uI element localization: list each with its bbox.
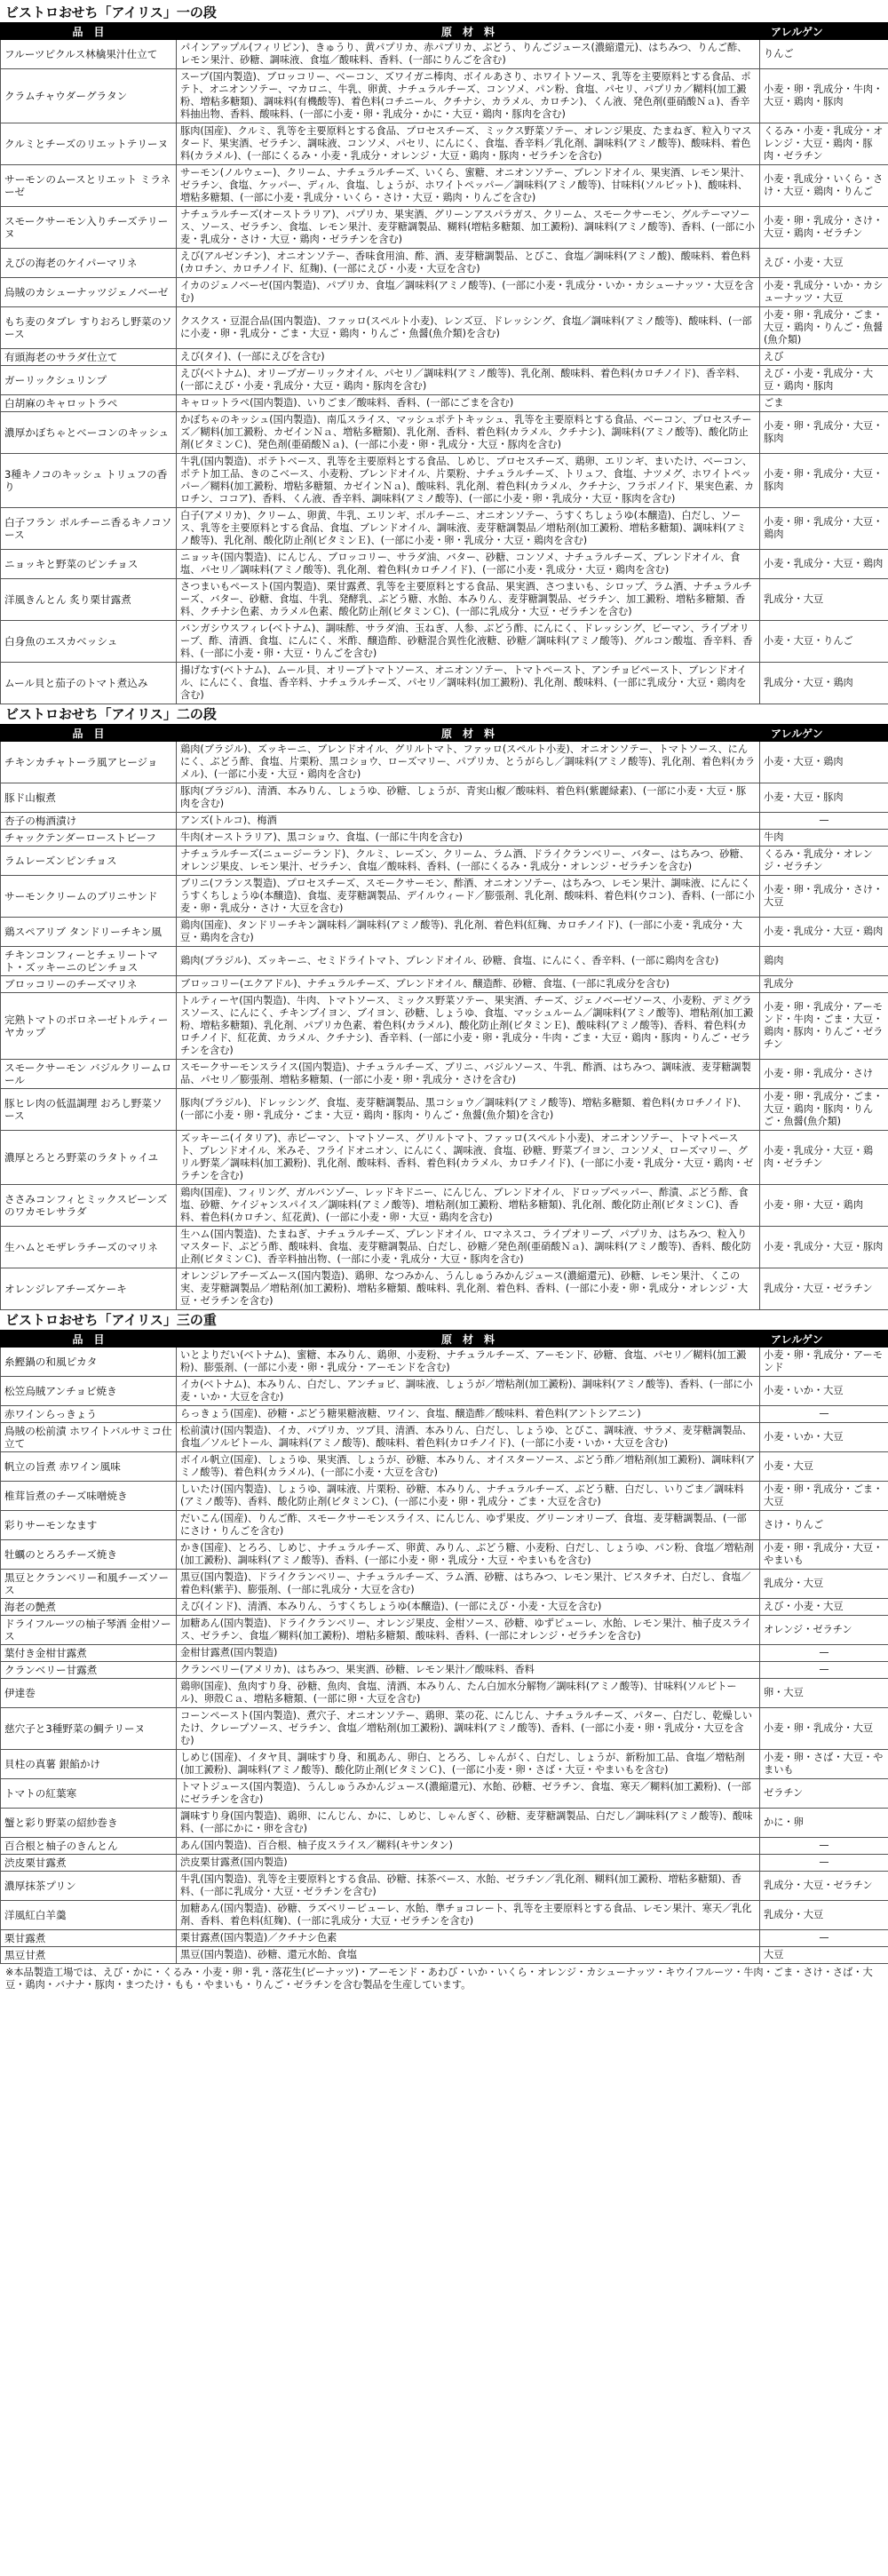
table-row <box>1 1930 888 1947</box>
table-row <box>1 621 888 663</box>
item-allergen: えび・小麦・大豆 <box>760 1599 888 1616</box>
item-ingredients: ブリニ(フランス製造)、プロセスチーズ、スモークサーモン、酢酒、オニオンソテー、はちみつ、レモン果汁、調味液、にんにくうすくちしょうゆ(本醸造)、食塩、麦芽糖調製品、デイルウィード／膨張剤、乳化剤、酸味料、着色料(ウコン)、香料、(一部に小麦・卵・乳成分・さけ・大豆を含む) <box>177 876 760 918</box>
item-ingredients: 栗甘露煮(国内製造)／クチナシ色素 <box>177 1930 760 1947</box>
item-ingredients: かぼちゃのキッシュ(国内製造)、南瓜スライス、マッシュポテトキッシュ、乳等を主要原料とする食品、ベーコン、プロセスチーズ／糊料(加工澱粉、カゼインＮａ、増粘多糖類)、乳化剤、香料、着色料(カラメル、クチナシ)、調味料(アミノ酸等)、酸化防止剤(ビタミンＣ)、発色剤(亜硝酸Ｎａ)、(一部に小麦・卵・乳成分・大豆・豚肉を含む) <box>177 412 760 454</box>
item-allergen: くるみ・小麦・乳成分・オレンジ・大豆・鶏肉・豚肉・ゼラチン <box>760 123 888 165</box>
ingredients-table <box>0 22 888 704</box>
item-ingredients: 鶏肉(国産)、タンドリーチキン調味料／調味料(アミノ酸等)、乳化剤、着色料(紅麹、カロチノイド)、(一部に小麦・乳成分・大豆・鶏肉を含む) <box>177 918 760 947</box>
table-row <box>1 123 888 165</box>
item-allergen: — <box>760 813 888 830</box>
item-ingredients: パインアップル(フィリピン)、きゅうり、黄パプリカ、赤パプリカ、ぶどう、りんごジュース(濃縮還元)、はちみつ、りんご酢、レモン果汁、砂糖、調味液、食塩／酸味料、香料、(一部にりんごを含む) <box>177 40 760 69</box>
item-ingredients: 豚肉(ブラジル)、清酒、本みりん、しょうゆ、砂糖、しょうが、青実山椒／酸味料、着色料(紫麗緑素)、(一部に小麦・大豆・豚肉を含む) <box>177 783 760 813</box>
item-ingredients: だいこん(国産)、りんご酢、スモークサーモンスライス、にんじん、ゆず果皮、グリーンオリーブ、食塩、麦芽糖調製品、(一部にさけ・りんごを含む) <box>177 1511 760 1540</box>
item-name: 白胡麻のキャロットラペ <box>1 395 177 412</box>
table-row <box>1 918 888 947</box>
table-row <box>1 813 888 830</box>
item-ingredients: キャロットラペ(国内製造)、いりごま／酸味料、香料、(一部にごまを含む) <box>177 395 760 412</box>
item-allergen: 乳成分・大豆・ゼラチン <box>760 1268 888 1310</box>
item-ingredients: クスクス・豆混合品(国内製造)、ファッロ(スペルト小麦)、レンズ豆、ドレッシング、食塩／調味料(アミノ酸等)、酸味料、(一部に小麦・卵・乳成分・ごま・大豆・鶏肉・りんご・魚醤(魚介類)を含む) <box>177 307 760 349</box>
item-ingredients: クランベリー(アメリカ)、はちみつ、果実酒、砂糖、レモン果汁／酸味料、香料 <box>177 1662 760 1679</box>
item-allergen: 乳成分 <box>760 976 888 993</box>
table-row <box>1 1131 888 1185</box>
item-allergen: 小麦・乳成分・大豆・鶏肉 <box>760 918 888 947</box>
item-allergen: オレンジ・ゼラチン <box>760 1616 888 1645</box>
table-row <box>1 663 888 704</box>
item-name: ラムレーズンピンチョス <box>1 847 177 876</box>
header-ingredients: 原 材 料 <box>177 1331 760 1348</box>
item-name: もち麦のタブレ すりおろし野菜のソース <box>1 307 177 349</box>
item-ingredients: スモークサーモンスライス(国内製造)、ナチュラルチーズ、ブリニ、バジルソース、牛乳、酢酒、はちみつ、調味液、麦芽糖調製品、パセリ／膨張剤、増粘多糖類、(一部に小麦・卵・乳成分・さけを含む) <box>177 1060 760 1089</box>
table-row <box>1 1540 888 1570</box>
table-row <box>1 165 888 207</box>
item-ingredients: トルティーヤ(国内製造)、牛肉、トマトソース、ミックス野菜ソテー、果実酒、チーズ、ジェノベーゼソース、小麦粉、デミグラスソース、にんにく、チキンブイヨン、ブイヨン、砂糖、しょうゆ、食塩、マッシュルーム／調味料(アミノ酸等)、増粘剤(加工澱粉、増粘多糖類)、乳化剤、パプリカ色素、着色料(カラメル)、酸化防止剤(ビタミンＥ)、酸味料(アミノ酸等)、香料、着色料(カロチノイド、紅花黄、カラメル、クチナシ)、香辛料、(一部に小麦・卵・乳成分・牛肉・ごま・大豆・鶏肉・豚肉・りんご・ゼラチンを含む) <box>177 993 760 1060</box>
item-name: 濃厚とろとろ野菜のラタトゥイユ <box>1 1131 177 1185</box>
table-row <box>1 1268 888 1310</box>
item-allergen: 小麦・卵・乳成分・ごま・大豆 <box>760 1482 888 1511</box>
item-ingredients: えび(インド)、清酒、本みりん、うすくちしょうゆ(本醸造)、(一部にえび・小麦・大豆を含む) <box>177 1599 760 1616</box>
item-allergen: 小麦・乳成分・大豆・鶏肉 <box>760 550 888 579</box>
item-allergen: 乳成分・大豆・鶏肉 <box>760 663 888 704</box>
table-row <box>1 508 888 550</box>
item-ingredients: トマトジュース(国内製造)、うんしゅうみかんジュース(濃縮還元)、水飴、砂糖、ゼラチン、食塩、寒天／糊料(加工澱粉)、(一部にゼラチンを含む) <box>177 1779 760 1809</box>
item-name: 洋風紅白羊羹 <box>1 1901 177 1930</box>
table-row <box>1 40 888 69</box>
table-row <box>1 1809 888 1838</box>
item-ingredients: しめじ(国産)、イタヤ貝、調味すり身、和風あん、卵白、とろろ、しゃんがく、白だし、しょうが、新粉加工品、食塩／増粘剤(加工澱粉)、調味料(アミノ酸等)、酸化防止剤(ビタミンＣ)、(一部に小麦・卵・さば・大豆・やまいもを含む) <box>177 1750 760 1779</box>
item-name: 烏賊のカシューナッツジェノベーゼ <box>1 278 177 307</box>
item-allergen: ゼラチン <box>760 1779 888 1809</box>
item-allergen: 小麦・いか・大豆 <box>760 1377 888 1406</box>
item-allergen: — <box>760 1406 888 1423</box>
table-row <box>1 1511 888 1540</box>
table-row <box>1 847 888 876</box>
item-name: ブロッコリーのチーズマリネ <box>1 976 177 993</box>
item-ingredients: 牛乳(国内製造)、乳等を主要原料とする食品、砂糖、抹茶ベース、水飴、ゼラチン／乳化剤、糊料(加工澱粉、増粘多糖類)、香料、(一部に乳成分・大豆・ゼラチンを含む) <box>177 1872 760 1901</box>
item-name: クルミとチーズのリエットテリーヌ <box>1 123 177 165</box>
item-ingredients: 金柑甘露煮(国内製造) <box>177 1645 760 1662</box>
item-allergen: 小麦・いか・大豆 <box>760 1423 888 1452</box>
table-row <box>1 249 888 278</box>
item-name: ささみコンフィとミックスビーンズのワカモレサラダ <box>1 1185 177 1227</box>
table-row <box>1 947 888 976</box>
item-name: ガーリックシュリンプ <box>1 366 177 395</box>
table-row <box>1 1060 888 1089</box>
item-ingredients: バンガシウスフィレ(ベトナム)、調味酢、サラダ油、玉ねぎ、人参、ぶどう酢、にんにく、ドレッシング、ピーマン、ライプオリーブ、酢、清酒、食塩、にんにく、米酢、醸造酢、砂糖混合異性化液糖、砂糖／調味料(アミノ酸等)、グルコン酸塩、香辛料、香料、(一部に小麦・卵・大豆・りんごを含む) <box>177 621 760 663</box>
item-allergen: 小麦・卵・乳成分・大豆・鶏肉 <box>760 508 888 550</box>
table-row <box>1 1616 888 1645</box>
item-name: 葉付き金柑甘露煮 <box>1 1645 177 1662</box>
item-ingredients: 調味すり身(国内製造)、鶏卵、にんじん、かに、しめじ、しゃんぎく、砂糖、麦芽糖調製品、白だし／調味料(アミノ酸等)、酸味料、(一部にかに・卵を含む) <box>177 1809 760 1838</box>
item-allergen: 小麦・大豆・りんご <box>760 621 888 663</box>
item-name: 濃厚かぼちゃとベーコンのキッシュ <box>1 412 177 454</box>
table-row <box>1 1185 888 1227</box>
item-ingredients: ナチュラルチーズ(ニュージーランド)、クルミ、レーズン、クリーム、ラム酒、ドライクランベリー、バター、はちみつ、砂糖、オレンジ果皮、レモン果汁、ゼラチン、食塩／酸味料、香料、(一部にくるみ・乳成分・オレンジ・ゼラチンを含む) <box>177 847 760 876</box>
table-row <box>1 69 888 123</box>
item-allergen: 小麦・卵・乳成分・アーモンド <box>760 1348 888 1377</box>
item-name: 慈穴子と3種野菜の鯛テリーヌ <box>1 1708 177 1750</box>
item-name: クラムチャウダーグラタン <box>1 69 177 123</box>
table-row <box>1 993 888 1060</box>
item-ingredients: 鶏肉(ブラジル)、ズッキーニ、セミドライトマト、ブレンドオイル、砂糖、食塩、にんにく、香辛料、(一部に鶏肉を含む) <box>177 947 760 976</box>
item-name: 牡蠣のとろろチーズ焼き <box>1 1540 177 1570</box>
item-name: 濃厚抹茶プリン <box>1 1872 177 1901</box>
table-row <box>1 278 888 307</box>
item-ingredients: えび(ベトナム)、オリーブガーリックオイル、パセリ／調味料(アミノ酸等)、乳化剤、酸味料、着色料(カロチノイド)、香辛料、(一部にえび・小麦・乳成分・大豆・鶏肉・豚肉を含む) <box>177 366 760 395</box>
item-name: フルーツピクルス林檎果汁仕立て <box>1 40 177 69</box>
item-ingredients: スープ(国内製造)、ブロッコリー、ベーコン、ズワイガニ棒肉、ボイルあさり、ホワイトソース、乳等を主要原料とする食品、ポテト、オニオンソテー、マカロニ、牛乳、卵黄、ナチュラルチーズ、コンソメ、パン粉、食塩、パセリ、パプリカ／糊料(加工澱粉、増粘多糖類)、調味料(有機酸等)、着色料(コチニール、クチナシ、カラメル、カロチン)、くん液、発色剤(亜硝酸Ｎａ)、香辛料抽出物、香料、酸味料、(一部に小麦・卵・乳成分・かに・大豆・鶏肉・豚肉を含む) <box>177 69 760 123</box>
table-row <box>1 976 888 993</box>
table-header-row <box>1 725 888 742</box>
item-allergen: — <box>760 1930 888 1947</box>
table-row <box>1 550 888 579</box>
item-ingredients: 豚肉(国産)、クルミ、乳等を主要原料とする食品、プロセスチーズ、ミックス野菜ソテー、オレンジ果皮、たまねぎ、粒入りマスタード、果実酒、ゼラチン、調味液、コンソメ、パセリ、にんにく、食塩、香辛料／乳化剤、調味料(アミノ酸等)、酸味料、着色料(カラメル)、(一部にくるみ・小麦・乳成分・オレンジ・大豆・鶏肉・豚肉・ゼラチンを含む) <box>177 123 760 165</box>
item-name: 杏子の梅酒漬け <box>1 813 177 830</box>
item-name: 帆立の旨煮 赤ワイン風味 <box>1 1452 177 1482</box>
item-allergen: 乳成分・大豆・ゼラチン <box>760 1872 888 1901</box>
item-name: 伊達巻 <box>1 1679 177 1708</box>
table-row <box>1 1947 888 1964</box>
item-name: 栗甘露煮 <box>1 1930 177 1947</box>
item-name: 有頭海老のサラダ仕立て <box>1 349 177 366</box>
item-name: えびの海老のケイパーマリネ <box>1 249 177 278</box>
item-name: 黒豆とクランベリー和風チーズソース <box>1 1570 177 1599</box>
item-allergen: 小麦・卵・乳成分・さけ・大豆・鶏肉・ゼラチン <box>760 207 888 249</box>
table-row <box>1 1227 888 1268</box>
item-ingredients: 渋皮栗甘露煮(国内製造) <box>177 1855 760 1872</box>
item-name: 白身魚のエスカベッシュ <box>1 621 177 663</box>
table-row <box>1 1452 888 1482</box>
table-header-row <box>1 23 888 40</box>
table-row <box>1 207 888 249</box>
item-ingredients: 生ハム(国内製造)、たまねぎ、ナチュラルチーズ、ブレンドオイル、ロマネスコ、ライプオリーブ、パプリカ、はちみつ、粒入りマスタード、ぶどう酢、酸味料、食塩、麦芽糖調製品、白だし、砂糖／発色剤(亜硝酸Ｎａ)、調味料(アミノ酸等)、香料、酸化防止剤(ビタミンＣ)、香辛料抽出物、(一部に小麦・乳成分・大豆・豚肉を含む) <box>177 1227 760 1268</box>
item-name: サーモンのムースとリエット ミラネーゼ <box>1 165 177 207</box>
item-ingredients: サーモン(ノルウェー)、クリーム、ナチュラルチーズ、いくら、蜜糖、オニオンソテー、ブレンドオイル、果実酒、レモン果汁、ゼラチン、食塩、ケッパー、ディル、食塩、しょうが、ホワイトペッパー／調味料(アミノ酸等)、甘味料(ソルビット)、酸味料、増粘多糖類、(一部に小麦・乳成分・いくら・さけ・大豆・鶏肉・りんごを含む) <box>177 165 760 207</box>
item-allergen: 小麦・乳成分・いか・カシューナッツ・大豆 <box>760 278 888 307</box>
item-allergen: — <box>760 1662 888 1679</box>
item-allergen: 小麦・卵・乳成分・さけ <box>760 1060 888 1089</box>
item-allergen: 小麦・卵・乳成分・大豆・豚肉 <box>760 412 888 454</box>
item-name: チャックテンダーローストビーフ <box>1 830 177 847</box>
item-ingredients: えび(タイ)、(一部にえびを含む) <box>177 349 760 366</box>
item-allergen: 鶏肉 <box>760 947 888 976</box>
item-ingredients: 白子(アメリカ)、クリーム、卵黄、牛乳、エリンギ、ポルチーニ、オニオンソテー、うすくちしょうゆ(本醸造)、白だし、ソース、乳等を主要原料とする食品、食塩、ブレンドオイル、調味液、麦芽糖調製品／増粘剤(加工澱粉、増粘多糖類)、調味料(アミノ酸等)、乳化剤、酸化防止剤(ビタミンＥ)、(一部に小麦・卵・乳成分・大豆・鶏肉を含む) <box>177 508 760 550</box>
item-ingredients: いとよりだい(ベトナム)、蜜糖、本みりん、鶏卵、小麦粉、ナチュラルチーズ、アーモンド、砂糖、食塩、パセリ／糊料(加工澱粉)、膨張剤、(一部に小麦・卵・乳成分・アーモンドを含む) <box>177 1348 760 1377</box>
item-ingredients: 加糖あん(国内製造)、ドライクランベリー、オレンジ果皮、金柑ソース、砂糖、ゆずピューレ、水飴、レモン果汁、柚子皮スライス、ゼラチン、食塩／糊料(加工澱粉)、増粘多糖類、酸味料、香料、(一部にオレンジ・ゼラチンを含む) <box>177 1616 760 1645</box>
table-row <box>1 830 888 847</box>
item-ingredients: しいたけ(国内製造)、しょうゆ、調味液、片栗粉、砂糖、本みりん、ナチュラルチーズ、ぶどう糖、白だし、いりごま／調味料(アミノ酸等)、香料、酸化防止剤(ビタミンＣ)、(一部に小麦・卵・乳成分・ごま・大豆を含む) <box>177 1482 760 1511</box>
item-ingredients: コーンペースト(国内製造)、煮穴子、オニオンソテー、鶏卵、菜の花、にんじん、ナチュラルチーズ、パター、白だし、乾燥しいたけ、クレープソース、ゼラチン、食塩／増粘剤(加工澱粉)、調味料(アミノ酸等)、香料、(一部に小麦・卵・乳成分・大豆を含む) <box>177 1708 760 1750</box>
item-allergen: 小麦・大豆・豚肉 <box>760 783 888 813</box>
item-name: チキンコンフィーとチェリートマト・ズッキーニのピンチョス <box>1 947 177 976</box>
table-row <box>1 412 888 454</box>
table-row <box>1 579 888 621</box>
item-name: オレンジレアチーズケーキ <box>1 1268 177 1310</box>
ingredients-table <box>0 724 888 1310</box>
item-name: 渋皮栗甘露煮 <box>1 1855 177 1872</box>
item-allergen: 小麦・卵・乳成分・ごま・大豆・鶏肉・豚肉・りんご・魚醤(魚介類) <box>760 1089 888 1131</box>
item-allergen: ごま <box>760 395 888 412</box>
item-name: トマトの紅葉寒 <box>1 1779 177 1809</box>
item-ingredients: さつまいもペースト(国内製造)、栗甘露煮、乳等を主要原料とする食品、果実酒、さつまいも、シロップ、ラム酒、ナチュラルチーズ、バター、砂糖、食塩、牛乳、発酵乳、ぶどう糖、水飴、本みりん、麦芽糖調製品、ゼラチン、加工澱粉、増粘多糖類、香料、クチナシ色素、カラメル色素、酸化防止剤(ビタミンＣ)、(一部に乳成分・大豆・ゼラチンを含む) <box>177 579 760 621</box>
table-row <box>1 1708 888 1750</box>
item-name: 黒豆甘煮 <box>1 1947 177 1964</box>
item-ingredients: イカのジェノベーゼ(国内製造)、パプリカ、食塩／調味料(アミノ酸等)、(一部に小麦・乳成分・いか・カシューナッツ・大豆を含む) <box>177 278 760 307</box>
item-ingredients: 黒豆(国内製造)、ドライクランベリー、ナチュラルチーズ、ラム酒、砂糖、はちみつ、レモン果汁、ピスタチオ、白だし、食塩／着色料(紫芋)、膨張剤、(一部に乳成分・大豆を含む) <box>177 1570 760 1599</box>
item-allergen: 小麦・卵・乳成分・大豆・やまいも <box>760 1540 888 1570</box>
table-row <box>1 307 888 349</box>
header-allergen: アレルゲン <box>760 1331 888 1348</box>
item-name: スモークサーモン入りチーズテリーヌ <box>1 207 177 249</box>
item-allergen: さけ・りんご <box>760 1511 888 1540</box>
item-name: 椎茸旨煮のチーズ味噌焼き <box>1 1482 177 1511</box>
header-ingredients: 原 材 料 <box>177 23 760 40</box>
section-1 <box>0 3 888 704</box>
item-ingredients: 鶏肉(ブラジル)、ズッキーニ、ブレンドオイル、グリルトマト、ファッロ(スペルト小麦)、オニオンソテー、トマトソース、にんにく、ぶどう酢、食塩、片栗粉、黒コショウ、ローズマリー、パプリカ、とうがらし／調味料(アミノ酸等)、乳化剤、着色料(カラメル)、(一部に小麦・大豆・鶏肉を含む) <box>177 742 760 783</box>
item-allergen: — <box>760 1838 888 1855</box>
item-name: 百合根と柚子のきんとん <box>1 1838 177 1855</box>
item-allergen: 卵・大豆 <box>760 1679 888 1708</box>
item-allergen: 小麦・大豆 <box>760 1452 888 1482</box>
item-allergen: 小麦・卵・乳成分・牛肉・大豆・鶏肉・豚肉 <box>760 69 888 123</box>
table-body <box>1 40 888 704</box>
item-ingredients: 豚肉(ブラジル)、ドレッシング、食塩、麦芽糖調製品、黒コショウ／調味料(アミノ酸等)、増粘多糖類、着色料(カロチノイド)、(一部に小麦・卵・乳成分・ごま・大豆・鶏肉・豚肉・りんご・魚醤(魚介類)を含む) <box>177 1089 760 1131</box>
item-name: 豚ヒレ肉の低温調理 おろし野菜ソース <box>1 1089 177 1131</box>
item-allergen: えび・小麦・大豆 <box>760 249 888 278</box>
table-row <box>1 1089 888 1131</box>
item-name: 洋風きんとん 炙り栗甘露煮 <box>1 579 177 621</box>
item-ingredients: あん(国内製造)、百合根、柚子皮スライス／糊料(キサンタン) <box>177 1838 760 1855</box>
table-row <box>1 395 888 412</box>
item-ingredients: 牛乳(国内製造)、ポテトベース、乳等を主要原料とする食品、しめじ、プロセスチーズ、鶏卵、エリンギ、まいたけ、ベーコン、ポテト加工品、きのこベース、小麦粉、ブレンドオイル、片栗粉、ナチュラルチーズ、トリュフ、食塩、ナツメグ、ホワイトペッパー／糊料(加工澱粉、増粘多糖類、カゼインＮａ)、酸味料、乳化剤、着色料(カラメル、クチナシ、フラボノイド、果実色素、カロチン、ココア)、香料、くん液、香辛料、調味料(アミノ酸等)、(一部に小麦・卵・乳成分・大豆・豚肉を含む) <box>177 454 760 508</box>
item-allergen: 小麦・卵・乳成分・さけ・大豆 <box>760 876 888 918</box>
item-allergen: 小麦・卵・乳成分・ごま・大豆・鶏肉・りんご・魚醤(魚介類) <box>760 307 888 349</box>
item-name: サーモンクリームのブリニサンド <box>1 876 177 918</box>
table-row <box>1 1348 888 1377</box>
item-allergen: 小麦・乳成分・大豆・鶏肉・ゼラチン <box>760 1131 888 1185</box>
item-ingredients: ボイル帆立(国産)、しょうゆ、果実酒、しょうが、砂糖、本みりん、オイスターソース、ぶどう酢／増粘剤(加工澱粉)、調味料(アミノ酸等)、着色料(カラメル)、(一部に小麦・大豆を含む) <box>177 1452 760 1482</box>
item-ingredients: ナチュラルチーズ(オーストラリア)、パプリカ、果実酒、グリーンアスパラガス、クリーム、スモークサーモン、グルテーマソース、ソース、ゼラチン、食塩、レモン果汁、麦芽糖調製品、糊料(増粘多糖類、加工澱粉)、調味料(アミノ酸等)、香料、(一部に小麦・乳成分・さけ・大豆・鶏肉・ゼラチンを含む) <box>177 207 760 249</box>
item-allergen: えび・小麦・乳成分・大豆・鶏肉・豚肉 <box>760 366 888 395</box>
section-3 <box>0 1310 888 1964</box>
table-row <box>1 1423 888 1452</box>
table-row <box>1 366 888 395</box>
item-allergen: 小麦・大豆・鶏肉 <box>760 742 888 783</box>
item-ingredients: かき(国産)、とろろ、しめじ、ナチュラルチーズ、卵黄、みりん、ぶどう糖、小麦粉、白だし、しょうゆ、パン粉、食塩／増粘剤(加工澱粉)、調味料(アミノ酸等)、香料、(一部に小麦・卵・乳成分・大豆・やまいもを含む) <box>177 1540 760 1570</box>
table-body <box>1 1348 888 1964</box>
table-row <box>1 1662 888 1679</box>
table-header-row <box>1 1331 888 1348</box>
header-name: 品 目 <box>1 23 177 40</box>
footnote: ※本品製造工場では、えび・かに・くるみ・小麦・卵・乳・落花生(ピーナッツ)・アーモンド・あわび・いか・いくら・オレンジ・カシューナッツ・キウイフルーツ・牛肉・ごま・さけ・さば・大豆・鶏肉・バナナ・豚肉・まつたけ・もも・やまいも・りんご・ゼラチンを含む製品を生産しています。 <box>5 1967 873 1991</box>
item-allergen: 小麦・乳成分・大豆・豚肉 <box>760 1227 888 1268</box>
item-name: 赤ワインらっきょう <box>1 1406 177 1423</box>
section-title: ビストロおせち「アイリス」一の段 <box>0 3 888 22</box>
header-allergen: アレルゲン <box>760 725 888 742</box>
item-name: 豚ド山椒煮 <box>1 783 177 813</box>
item-allergen: 乳成分・大豆 <box>760 1570 888 1599</box>
item-ingredients: 鶏肉(国産)、フィリング、ガルバンゾー、レッドキドニー、にんじん、ブレンドオイル、ドロップペッパー、酢漬、ぶどう酢、食塩、砂糖、ケイジャンスパイス／調味料(アミノ酸等)、増粘剤(加工澱粉、増粘多糖類)、乳化剤、酸化防止剤(ビタミンＣ)、香料、着色料(カロチン、紅花黄)、(一部に小麦・卵・大豆・鶏肉を含む) <box>177 1185 760 1227</box>
table-row <box>1 1838 888 1855</box>
item-name: ムール貝と茄子のトマト煮込み <box>1 663 177 704</box>
item-allergen: 小麦・卵・乳成分・大豆・豚肉 <box>760 454 888 508</box>
item-name: 糸鰹鍋の和風ピカタ <box>1 1348 177 1377</box>
section-title: ビストロおせち「アイリス」二の段 <box>0 704 888 724</box>
item-ingredients: オレンジレアチーズムース(国内製造)、鶏卵、なつみかん、うんしゅうみかんジュース(濃縮還元)、砂糖、レモン果汁、くこの実、麦芽糖調製品／増粘剤(加工澱粉)、増粘多糖類、酸味料、乳化剤、着色料、香料、(一部に小麦・卵・乳成分・オレンジ・大豆・ゼラチンを含む) <box>177 1268 760 1310</box>
table-row <box>1 1872 888 1901</box>
item-allergen: 小麦・卵・大豆・鶏肉 <box>760 1185 888 1227</box>
section-2 <box>0 704 888 1310</box>
item-name: 蟹と彩り野菜の紹紗巻き <box>1 1809 177 1838</box>
item-name: 生ハムとモザレラチーズのマリネ <box>1 1227 177 1268</box>
table-row <box>1 1779 888 1809</box>
item-name: スモークサーモン バジルクリームロール <box>1 1060 177 1089</box>
table-row <box>1 454 888 508</box>
item-allergen: 乳成分・大豆 <box>760 579 888 621</box>
item-allergen: えび <box>760 349 888 366</box>
item-ingredients: 鶏卵(国産)、魚肉すり身、砂糖、魚肉、食塩、清酒、本みりん、たん白加水分解物／調味料(アミノ酸等)、甘味料(ソルビトール)、卵殻Ｃａ、増粘多糖類、(一部に卵・大豆を含む) <box>177 1679 760 1708</box>
item-allergen: 小麦・卵・さば・大豆・やまいも <box>760 1750 888 1779</box>
item-name: 3種キノコのキッシュ トリュフの香り <box>1 454 177 508</box>
header-allergen: アレルゲン <box>760 23 888 40</box>
item-allergen: 大豆 <box>760 1947 888 1964</box>
item-ingredients: アンズ(トルコ)、梅酒 <box>177 813 760 830</box>
table-row <box>1 1482 888 1511</box>
table-row <box>1 1901 888 1930</box>
table-row <box>1 1570 888 1599</box>
item-allergen: 牛肉 <box>760 830 888 847</box>
item-allergen: 小麦・卵・乳成分・アーモンド・牛肉・ごま・大豆・鶏肉・豚肉・りんご・ゼラチン <box>760 993 888 1060</box>
table-row <box>1 349 888 366</box>
table-row <box>1 742 888 783</box>
item-name: ドライフルーツの柚子琴酒 金柑ソース <box>1 1616 177 1645</box>
item-name: 鶏スペアリブ タンドリーチキン風 <box>1 918 177 947</box>
item-ingredients: 牛肉(オーストラリア)、黒コショウ、食塩、(一部に牛肉を含む) <box>177 830 760 847</box>
header-name: 品 目 <box>1 1331 177 1348</box>
item-name: ニョッキと野菜のピンチョス <box>1 550 177 579</box>
item-name: 完熟トマトのボロネーゼトルティーヤカップ <box>1 993 177 1060</box>
item-name: 白子フラン ポルチーニ香るキノコソース <box>1 508 177 550</box>
item-ingredients: らっきょう(国産)、砂糖・ぶどう糖果糖液糖、ワイン、食塩、醸造酢／酸味料、着色料(アントシアニン) <box>177 1406 760 1423</box>
item-name: 松笠烏賊アンチョビ焼き <box>1 1377 177 1406</box>
table-row <box>1 1645 888 1662</box>
table-row <box>1 876 888 918</box>
item-name: 海老の艶煮 <box>1 1599 177 1616</box>
item-allergen: くるみ・乳成分・オレンジ・ゼラチン <box>760 847 888 876</box>
item-ingredients: 黒豆(国内製造)、砂糖、還元水飴、食塩 <box>177 1947 760 1964</box>
item-ingredients: えび(アルゼンチン)、オニオンソテー、香味食用油、酢、酒、麦芽糖調製品、とびこ、食塩／調味料(アミノ酸)、酸味料、着色料(カロチン、カロチノイド、紅麹)、(一部にえび・小麦・大豆を含む) <box>177 249 760 278</box>
item-ingredients: イカ(ベトナム)、本みりん、白だし、アンチョビ、調味液、しょうが／増粘剤(加工澱粉)、調味料(アミノ酸等)、香料、(一部に小麦・いか・大豆を含む) <box>177 1377 760 1406</box>
table-row <box>1 1679 888 1708</box>
item-name: 貝柱の真薯 銀餡かけ <box>1 1750 177 1779</box>
header-ingredients: 原 材 料 <box>177 725 760 742</box>
table-row <box>1 1377 888 1406</box>
item-name: チキンカチャトーラ風アヒージョ <box>1 742 177 783</box>
item-ingredients: ブロッコリー(エクアドル)、ナチュラルチーズ、ブレンドオイル、醸造酢、砂糖、食塩、(一部に乳成分を含む) <box>177 976 760 993</box>
item-allergen: 乳成分・大豆 <box>760 1901 888 1930</box>
item-ingredients: 加糖あん(国内製造)、砂糖、ラズベリーピューレ、水飴、準チョコレート、乳等を主要原料とする食品、レモン果汁、寒天／乳化剤、香料、着色料(紅麹)、(一部に乳成分・大豆・ゼラチンを含む) <box>177 1901 760 1930</box>
item-allergen: — <box>760 1645 888 1662</box>
item-ingredients: 松前漬け(国内製造)、イカ、パプリカ、ツブ貝、清酒、本みりん、白だし、しょうゆ、とびこ、調味液、サラメ、麦芽糖調製品、食塩／ソルビトール、調味料(アミノ酸等)、酸味料、着色料(カロチノイド)、(一部に小麦・いか・大豆を含む) <box>177 1423 760 1452</box>
item-allergen: 小麦・乳成分・いくら・さけ・大豆・鶏肉・りんご <box>760 165 888 207</box>
item-name: 鳥賊の松前漬 ホワイトバルサミコ仕立て <box>1 1423 177 1452</box>
item-name: 彩りサーモンなます <box>1 1511 177 1540</box>
table-row <box>1 1599 888 1616</box>
item-ingredients: ズッキーニ(イタリア)、赤ピーマン、トマトソース、グリルトマト、ファッロ(スペルト小麦)、オニオンソテー、トマトペースト、ブレンドオイル、米みそ、フライドオニオン、にんにく、調味液、食塩、砂糖、野菜ブイヨン、コンソメ、ローズマリー、グリル野菜／調味料(加工澱粉)、乳化剤、酸味料、香料、着色料(カラメル、カロチノイド)、(一部に小麦・乳成分・大豆・鶏肉・ゼラチンを含む) <box>177 1131 760 1185</box>
item-allergen: 小麦・卵・乳成分・大豆 <box>760 1708 888 1750</box>
item-ingredients: 揚げなす(ベトナム)、ムール貝、オリーブトマトソース、オニオンソテー、トマトペースト、アンチョビペースト、ブレンドオイル、にんにく、食塩、香辛料、ナチュラルチーズ、パセリ／調味料(加工澱粉)、乳化剤、酸味料、(一部に乳成分・大豆・鶏肉を含む) <box>177 663 760 704</box>
ingredients-table <box>0 1330 888 1964</box>
table-row <box>1 1406 888 1423</box>
section-title: ビストロおせち「アイリス」三の重 <box>0 1310 888 1330</box>
table-row <box>1 1855 888 1872</box>
item-ingredients: ニョッキ(国内製造)、にんじん、ブロッコリー、サラダ油、バター、砂糖、コンソメ、ナチュラルチーズ、ブレンドオイル、食塩、パセリ／調味料(アミノ酸等)、乳化剤、着色料(カロチノイド)、(一部に小麦・乳成分・大豆・鶏肉を含む) <box>177 550 760 579</box>
table-row <box>1 1750 888 1779</box>
header-name: 品 目 <box>1 725 177 742</box>
table-row <box>1 783 888 813</box>
item-allergen: — <box>760 1855 888 1872</box>
item-allergen: かに・卵 <box>760 1809 888 1838</box>
item-name: クランベリー甘露煮 <box>1 1662 177 1679</box>
item-allergen: りんご <box>760 40 888 69</box>
table-body <box>1 742 888 1310</box>
